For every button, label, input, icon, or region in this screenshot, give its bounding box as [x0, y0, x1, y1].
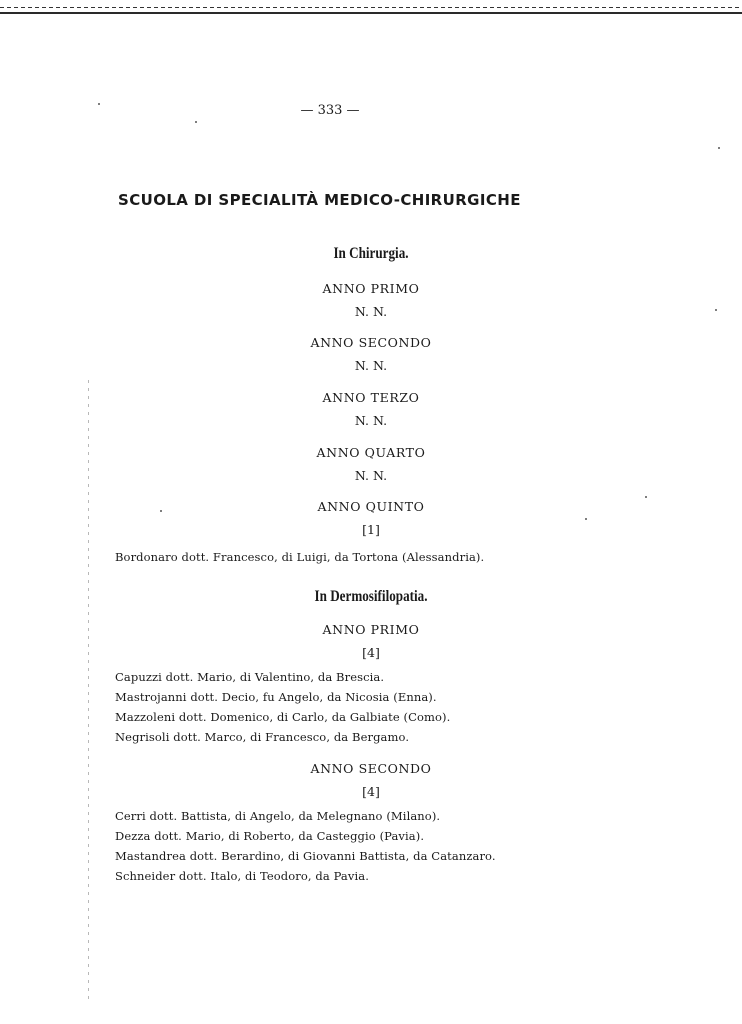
year-count: [4]: [362, 784, 380, 799]
student-entry: Mastandrea dott. Berardino, di Giovanni Battista, da Catanzaro.: [115, 849, 496, 863]
year-label: ANNO PRIMO: [322, 622, 420, 637]
year-value: N. N.: [354, 468, 388, 483]
scan-speck: [160, 510, 162, 512]
scan-speck: [645, 496, 647, 498]
year-value: N. N.: [354, 413, 388, 428]
section-heading-chirurgia: In Chirurgia.: [333, 245, 409, 262]
year-label: ANNO QUARTO: [316, 445, 426, 460]
year-label: ANNO QUINTO: [317, 499, 425, 514]
year-count: [4]: [362, 645, 380, 660]
student-entry: Negrisoli dott. Marco, di Francesco, da Bergamo.: [115, 730, 410, 744]
year-value: N. N.: [354, 304, 388, 319]
year-count: [1]: [362, 522, 380, 537]
student-entry: Dezza dott. Mario, di Roberto, da Casteggio (Pavia).: [115, 829, 425, 843]
student-entry: Mazzoleni dott. Domenico, di Carlo, da Galbiate (Como).: [115, 710, 451, 724]
scan-speck: [98, 103, 100, 105]
scan-speck: [195, 121, 197, 123]
scan-speck: [715, 309, 717, 311]
student-entry: Schneider dott. Italo, di Teodoro, da Pavia.: [115, 869, 369, 883]
year-label: ANNO SECONDO: [310, 761, 432, 776]
document-title: SCUOLA DI SPECIALITÀ MEDICO-CHIRURGICHE: [118, 191, 521, 209]
year-label: ANNO PRIMO: [322, 281, 420, 296]
year-label: ANNO TERZO: [322, 390, 420, 405]
page-top-border: [0, 0, 742, 14]
year-label: ANNO SECONDO: [310, 335, 432, 350]
section-heading-dermosifilopatia: In Dermosifilopatia.: [314, 588, 428, 605]
student-entry: Bordonaro dott. Francesco, di Luigi, da Tortona (Alessandria).: [115, 550, 485, 564]
student-entry: Mastrojanni dott. Decio, fu Angelo, da Nicosia (Enna).: [115, 690, 437, 704]
page-number: — 333 —: [300, 103, 360, 118]
scan-speck: [718, 147, 720, 149]
student-entry: Cerri dott. Battista, di Angelo, da Melegnano (Milano).: [115, 809, 441, 823]
year-value: N. N.: [354, 358, 388, 373]
student-entry: Capuzzi dott. Mario, di Valentino, da Brescia.: [115, 670, 385, 684]
scan-speck: [585, 518, 587, 520]
